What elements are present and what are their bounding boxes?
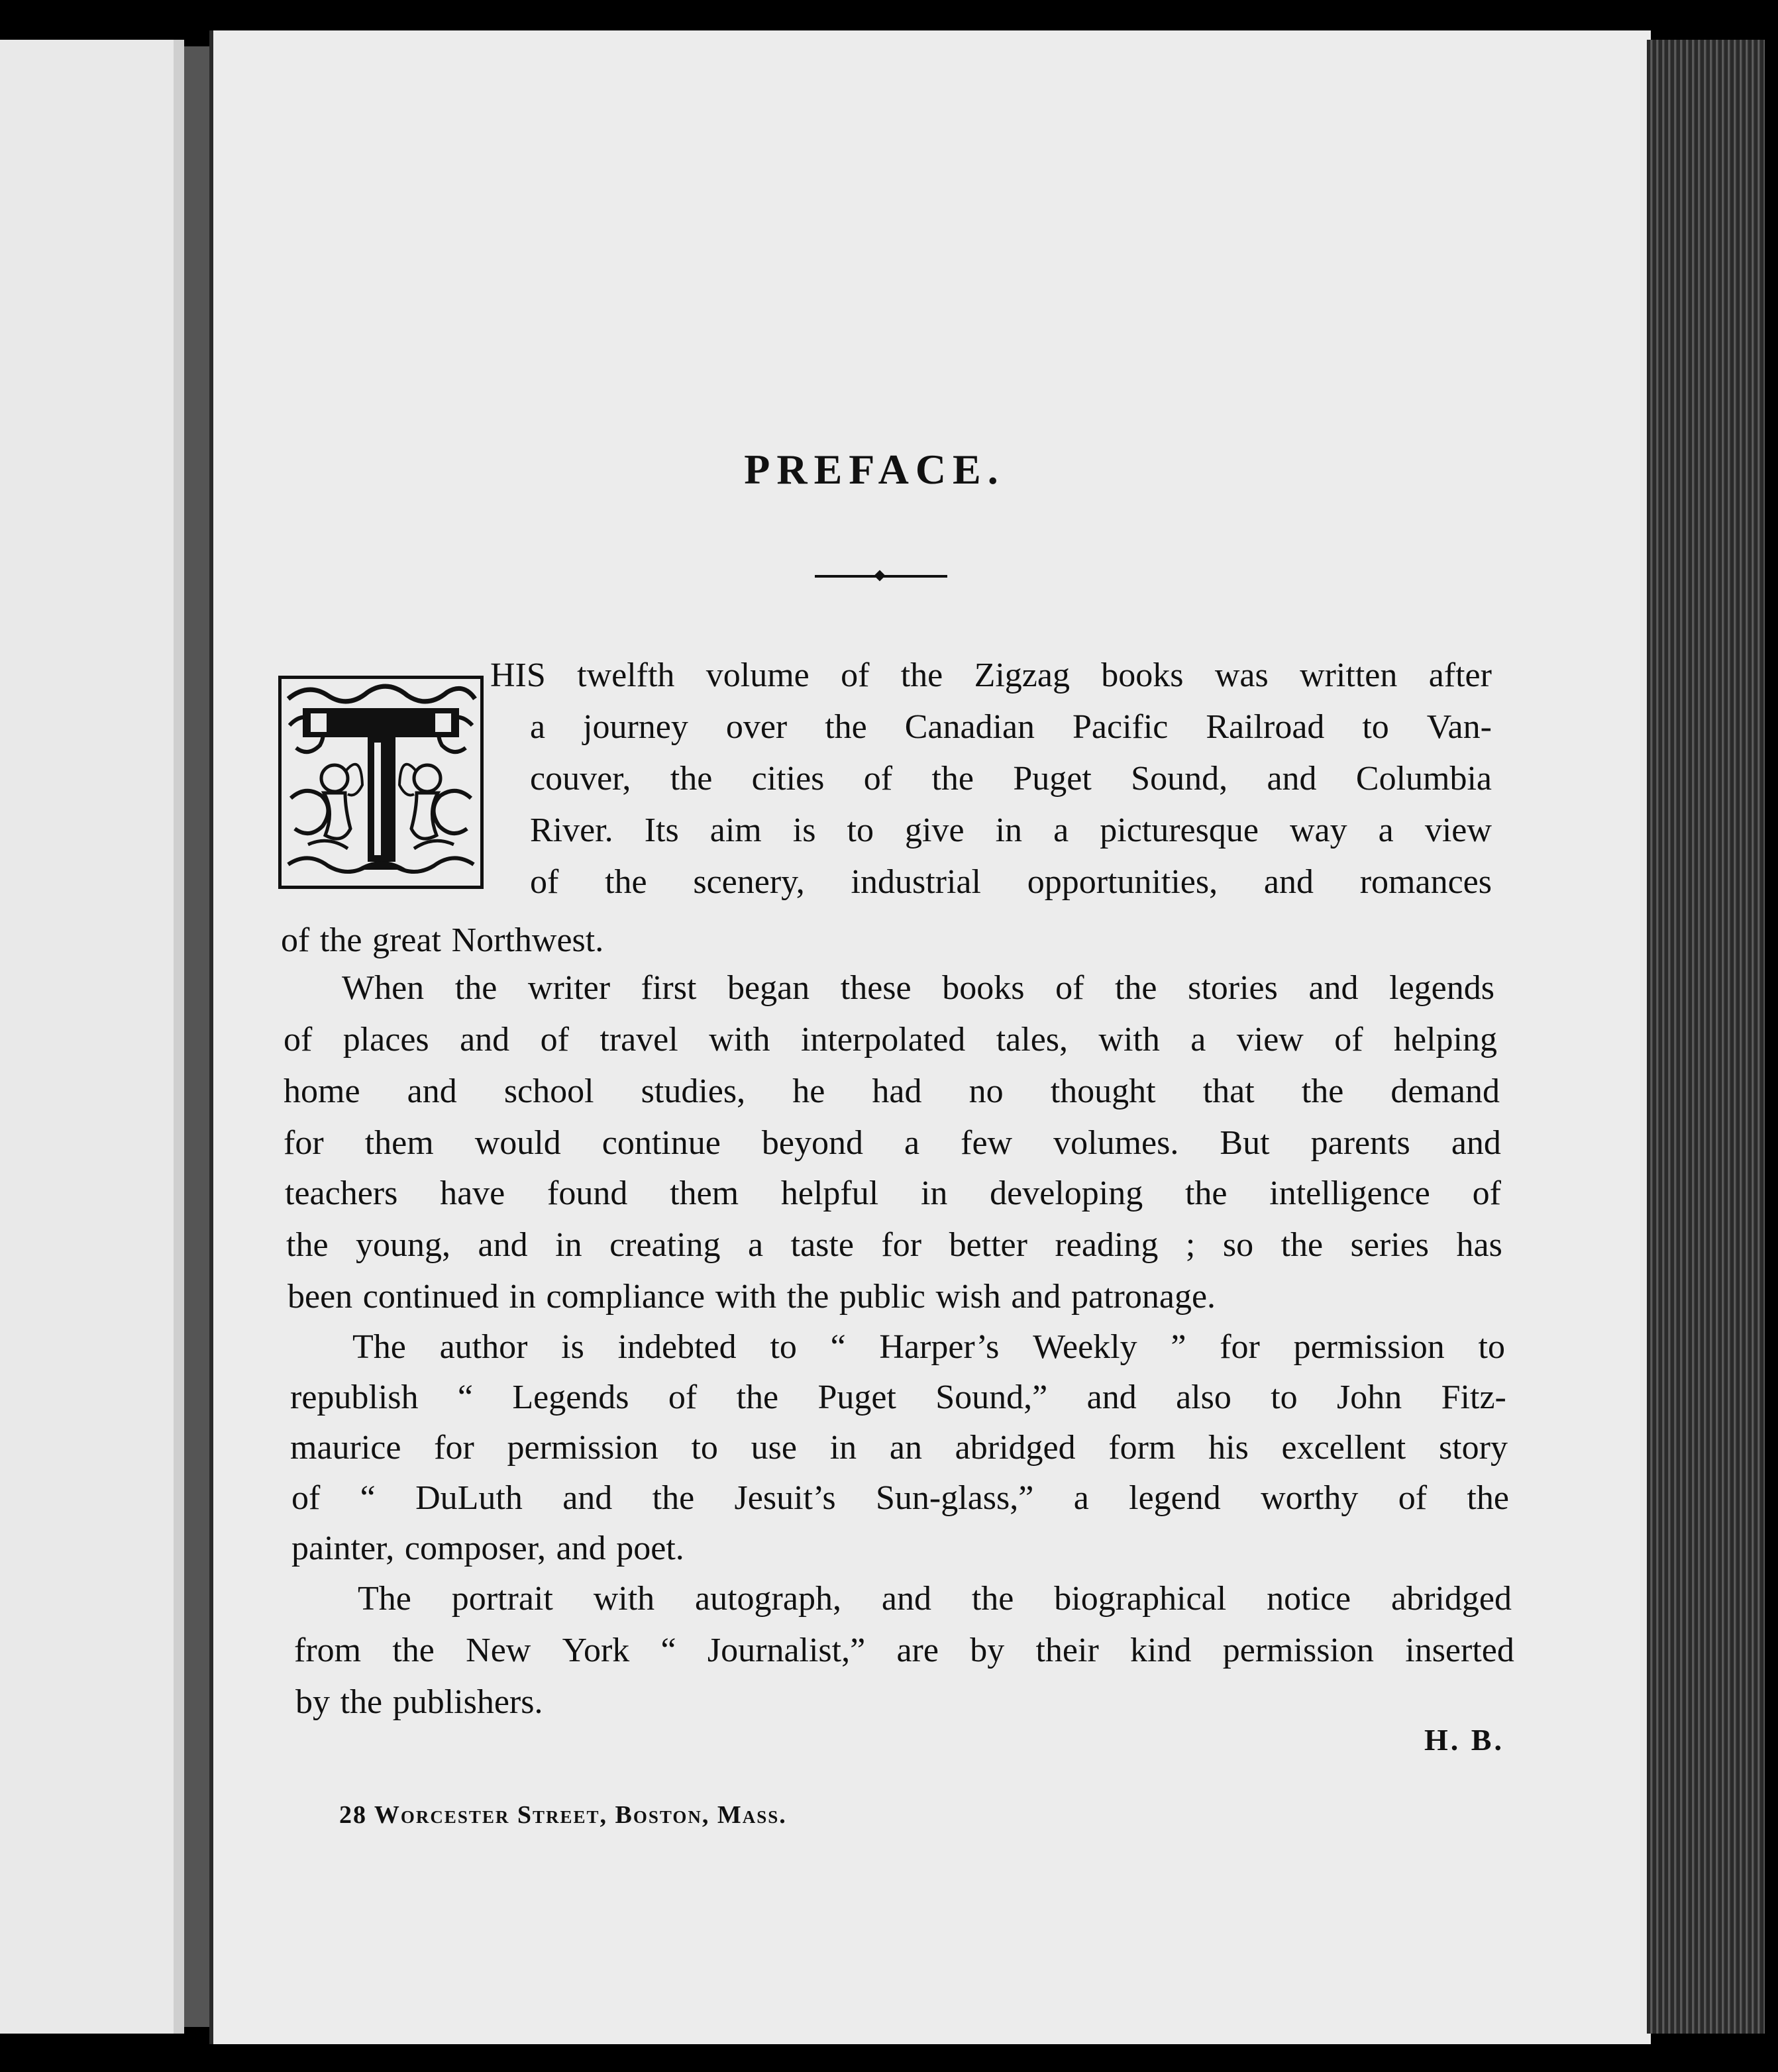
text-word: volumes. bbox=[1053, 1124, 1179, 1162]
text-word: Harper’s bbox=[879, 1328, 1000, 1366]
text-word: with bbox=[709, 1021, 770, 1059]
text-word: a bbox=[1378, 811, 1394, 849]
text-word: are bbox=[896, 1632, 939, 1669]
text-line bbox=[294, 1631, 1514, 1671]
text-word: the bbox=[605, 863, 647, 901]
text-line bbox=[352, 1327, 1505, 1367]
text-word: to bbox=[770, 1328, 797, 1366]
text-word: Journalist,” bbox=[707, 1632, 866, 1669]
text-word: writer bbox=[527, 969, 611, 1007]
text-word: kind bbox=[1130, 1632, 1192, 1669]
text-line bbox=[284, 1123, 1501, 1163]
text-word: to bbox=[1478, 1328, 1505, 1366]
text-word: written bbox=[1300, 656, 1398, 694]
text-word: after bbox=[1428, 656, 1492, 694]
text-word: and bbox=[1011, 1278, 1061, 1316]
text-word: so bbox=[1222, 1226, 1254, 1264]
text-word: scenery, bbox=[693, 863, 805, 901]
text-word: and bbox=[881, 1580, 931, 1618]
text-word: series bbox=[1350, 1226, 1430, 1264]
text-word: form bbox=[1108, 1429, 1176, 1467]
text-line bbox=[288, 1277, 1504, 1317]
text-word: public bbox=[839, 1278, 925, 1316]
text-word: the bbox=[736, 1378, 779, 1416]
text-line bbox=[290, 1378, 1506, 1418]
text-word: ; bbox=[1185, 1226, 1196, 1264]
text-word: have bbox=[440, 1174, 505, 1212]
text-word: wish bbox=[935, 1278, 1001, 1316]
text-word: New bbox=[466, 1632, 531, 1669]
text-word: parents bbox=[1310, 1124, 1410, 1162]
text-word: was bbox=[1214, 656, 1269, 694]
text-word: legends bbox=[1389, 969, 1494, 1007]
text-word: the bbox=[1184, 1174, 1228, 1212]
text-word: to bbox=[691, 1429, 718, 1467]
text-word: by bbox=[970, 1632, 1005, 1669]
text-line bbox=[358, 1579, 1512, 1619]
author-signature: H. B. bbox=[1424, 1723, 1504, 1757]
text-word: and bbox=[478, 1226, 528, 1264]
text-word: Weekly bbox=[1033, 1328, 1137, 1366]
text-word: in bbox=[509, 1278, 536, 1316]
text-word: for bbox=[1220, 1328, 1260, 1366]
text-line bbox=[290, 1428, 1508, 1468]
text-word: to bbox=[847, 811, 874, 849]
text-word: When bbox=[342, 969, 425, 1007]
text-word: the bbox=[652, 1479, 695, 1517]
text-word: biographical bbox=[1054, 1580, 1227, 1618]
text-word: he bbox=[792, 1072, 825, 1110]
text-word: of bbox=[1398, 1479, 1428, 1517]
text-word: great bbox=[372, 921, 441, 959]
text-word: in bbox=[829, 1429, 857, 1467]
text-word: and bbox=[1267, 760, 1317, 798]
text-word: autograph, bbox=[695, 1580, 841, 1618]
text-word: the bbox=[786, 1278, 829, 1316]
text-word: the bbox=[454, 969, 497, 1007]
text-word: better bbox=[949, 1226, 1027, 1264]
text-line bbox=[342, 968, 1494, 1008]
text-word: taste bbox=[790, 1226, 854, 1264]
text-word: portrait bbox=[451, 1580, 553, 1618]
text-word: and bbox=[556, 1529, 606, 1567]
text-word: the bbox=[1301, 1072, 1344, 1110]
text-word: helpful bbox=[780, 1174, 879, 1212]
text-word: for bbox=[881, 1226, 922, 1264]
text-word: Canadian bbox=[904, 708, 1035, 746]
text-word: these bbox=[840, 969, 912, 1007]
text-word: the bbox=[825, 708, 867, 746]
text-word: volume bbox=[706, 656, 810, 694]
text-word: Jesuit’s bbox=[734, 1479, 836, 1517]
text-word: first bbox=[641, 969, 697, 1007]
text-word: with bbox=[1098, 1021, 1160, 1059]
text-word: “ bbox=[830, 1328, 846, 1366]
text-word: use bbox=[751, 1429, 797, 1467]
text-word: poet. bbox=[616, 1529, 684, 1567]
text-word: demand bbox=[1390, 1072, 1500, 1110]
text-word: them bbox=[670, 1174, 739, 1212]
text-word: with bbox=[715, 1278, 777, 1316]
text-word: view bbox=[1424, 811, 1492, 849]
text-word: reading bbox=[1055, 1226, 1159, 1264]
text-word: by bbox=[295, 1683, 330, 1721]
text-word: of bbox=[1334, 1021, 1363, 1059]
text-word: story bbox=[1438, 1429, 1508, 1467]
text-word: of bbox=[281, 921, 310, 959]
text-line bbox=[530, 759, 1492, 799]
text-word: interpolated bbox=[800, 1021, 966, 1059]
text-word: The bbox=[352, 1328, 406, 1366]
text-word: also bbox=[1176, 1378, 1231, 1416]
text-word: inserted bbox=[1405, 1632, 1514, 1669]
text-word: creating bbox=[609, 1226, 721, 1264]
text-word: their bbox=[1035, 1632, 1099, 1669]
text-word: of bbox=[530, 863, 559, 901]
text-word: maurice bbox=[290, 1429, 401, 1467]
text-word: is bbox=[792, 811, 816, 849]
text-word: places bbox=[342, 1021, 429, 1059]
text-word: give bbox=[905, 811, 965, 849]
text-word: “ bbox=[360, 1479, 376, 1517]
text-word: Sound, bbox=[1131, 760, 1228, 798]
text-word: ” bbox=[1171, 1328, 1186, 1366]
text-word: republish bbox=[290, 1378, 419, 1416]
text-word: of bbox=[540, 1021, 569, 1059]
text-word: travel bbox=[600, 1021, 678, 1059]
text-word: is bbox=[561, 1328, 584, 1366]
text-word: and bbox=[407, 1072, 457, 1110]
text-word: Van- bbox=[1426, 708, 1492, 746]
text-word: in bbox=[920, 1174, 948, 1212]
text-word: found bbox=[547, 1174, 628, 1212]
text-word: the bbox=[931, 760, 974, 798]
text-word: and bbox=[562, 1479, 613, 1517]
text-word: the bbox=[286, 1226, 329, 1264]
text-word: of bbox=[1472, 1174, 1501, 1212]
text-line bbox=[284, 1072, 1500, 1112]
text-word: River. bbox=[530, 811, 613, 849]
text-word: young, bbox=[356, 1226, 451, 1264]
text-word: HIS bbox=[490, 656, 546, 694]
text-word: developing bbox=[990, 1174, 1143, 1212]
text-line bbox=[295, 1683, 1514, 1722]
text-word: York bbox=[562, 1632, 630, 1669]
text-word: from bbox=[294, 1632, 362, 1669]
text-word: of bbox=[863, 760, 893, 798]
text-word: notice bbox=[1267, 1580, 1351, 1618]
text-word: that bbox=[1202, 1072, 1255, 1110]
text-word: and bbox=[1086, 1378, 1137, 1416]
text-line bbox=[530, 707, 1492, 747]
text-word: of bbox=[291, 1479, 321, 1517]
text-word: the bbox=[340, 1683, 383, 1721]
text-word: excellent bbox=[1281, 1429, 1406, 1467]
text-line bbox=[530, 862, 1492, 902]
text-word: had bbox=[872, 1072, 922, 1110]
text-word: and bbox=[1263, 863, 1314, 901]
text-word: Railroad bbox=[1206, 708, 1325, 746]
text-line bbox=[490, 656, 1492, 696]
text-word: would bbox=[474, 1124, 561, 1162]
text-word: books bbox=[1101, 656, 1184, 694]
text-word: has bbox=[1456, 1226, 1502, 1264]
text-line bbox=[281, 921, 1492, 960]
text-word: twelfth bbox=[577, 656, 675, 694]
text-word: John bbox=[1337, 1378, 1402, 1416]
text-word: permission bbox=[1293, 1328, 1445, 1366]
text-word: opportunities, bbox=[1027, 863, 1218, 901]
text-word: couver, bbox=[530, 760, 631, 798]
text-line bbox=[291, 1478, 1509, 1518]
text-word: with bbox=[593, 1580, 655, 1618]
text-word: patronage. bbox=[1071, 1278, 1216, 1316]
text-word: the bbox=[900, 656, 943, 694]
text-line bbox=[291, 1529, 1509, 1569]
text-word: The bbox=[358, 1580, 411, 1618]
text-word: thought bbox=[1050, 1072, 1156, 1110]
text-line bbox=[284, 1020, 1497, 1060]
text-word: Pacific bbox=[1072, 708, 1169, 746]
text-word: “ bbox=[457, 1378, 473, 1416]
text-word: author bbox=[439, 1328, 528, 1366]
text-word: the bbox=[1114, 969, 1157, 1007]
text-word: industrial bbox=[851, 863, 981, 901]
text-word: to bbox=[1362, 708, 1389, 746]
text-word: the bbox=[319, 921, 362, 959]
text-word: the bbox=[971, 1580, 1014, 1618]
text-word: been bbox=[288, 1278, 353, 1316]
text-word: and bbox=[1451, 1124, 1501, 1162]
text-word: school bbox=[503, 1072, 594, 1110]
text-word: stories bbox=[1188, 969, 1278, 1007]
text-word: publishers. bbox=[392, 1683, 543, 1721]
text-word: abridged bbox=[955, 1429, 1076, 1467]
text-word: in bbox=[555, 1226, 582, 1264]
text-word: his bbox=[1208, 1429, 1249, 1467]
text-word: Legends bbox=[512, 1378, 629, 1416]
text-word: legend bbox=[1129, 1479, 1221, 1517]
text-word: and bbox=[460, 1021, 510, 1059]
text-word: over bbox=[725, 708, 788, 746]
text-word: a bbox=[904, 1124, 920, 1162]
text-word: Zigzag bbox=[974, 656, 1070, 694]
author-address: 28 Worcester Street, Boston, Mass. bbox=[339, 1801, 787, 1829]
text-line bbox=[530, 811, 1492, 851]
text-word: to bbox=[1271, 1378, 1298, 1416]
text-word: continued bbox=[362, 1278, 499, 1316]
text-word: way bbox=[1289, 811, 1347, 849]
text-word: home bbox=[284, 1072, 360, 1110]
text-word: a bbox=[1073, 1479, 1089, 1517]
text-word: Puget bbox=[1013, 760, 1092, 798]
text-word: tales, bbox=[996, 1021, 1069, 1059]
text-word: in bbox=[995, 811, 1023, 849]
text-word: indebted bbox=[617, 1328, 737, 1366]
text-word: continue bbox=[601, 1124, 721, 1162]
text-word: of bbox=[668, 1378, 698, 1416]
page-title: PREFACE. bbox=[744, 446, 1005, 493]
text-word: aim bbox=[709, 811, 762, 849]
text-word: intelligence bbox=[1269, 1174, 1430, 1212]
text-word: helping bbox=[1394, 1021, 1497, 1059]
text-word: Northwest. bbox=[451, 921, 604, 959]
text-word: began bbox=[727, 969, 810, 1007]
text-word: Sun-glass,” bbox=[876, 1479, 1034, 1517]
text-word: permission bbox=[1222, 1632, 1374, 1669]
text-word: Fitz- bbox=[1441, 1378, 1506, 1416]
text-word: the bbox=[392, 1632, 435, 1669]
text-word: romances bbox=[1359, 863, 1492, 901]
text-word: Puget bbox=[817, 1378, 896, 1416]
text-word: worthy bbox=[1261, 1479, 1359, 1517]
text-word: and bbox=[1308, 969, 1359, 1007]
text-word: no bbox=[968, 1072, 1004, 1110]
text-word: a bbox=[1190, 1021, 1206, 1059]
text-word: cities bbox=[751, 760, 825, 798]
text-word: the bbox=[670, 760, 713, 798]
text-word: a bbox=[1053, 811, 1069, 849]
text-word: journey bbox=[583, 708, 688, 746]
text-word: a bbox=[530, 708, 546, 746]
text-word: of bbox=[284, 1021, 313, 1059]
text-word: books bbox=[942, 969, 1025, 1007]
text-word: the bbox=[1467, 1479, 1509, 1517]
text-word: the bbox=[1281, 1226, 1324, 1264]
text-word: Sound,” bbox=[935, 1378, 1048, 1416]
text-word: composer, bbox=[404, 1529, 546, 1567]
text-word: But bbox=[1220, 1124, 1270, 1162]
text-word: painter, bbox=[291, 1529, 395, 1567]
text-word: view bbox=[1236, 1021, 1304, 1059]
text-word: few bbox=[961, 1124, 1013, 1162]
text-word: Its bbox=[644, 811, 679, 849]
text-line bbox=[286, 1225, 1502, 1265]
text-word: compliance bbox=[546, 1278, 706, 1316]
text-word: a bbox=[748, 1226, 764, 1264]
text-line bbox=[285, 1174, 1501, 1214]
text-word: permission bbox=[507, 1429, 658, 1467]
text-word: for bbox=[284, 1124, 324, 1162]
text-word: “ bbox=[660, 1632, 676, 1669]
text-word: an bbox=[889, 1429, 922, 1467]
text-word: picturesque bbox=[1100, 811, 1259, 849]
text-word: teachers bbox=[285, 1174, 398, 1212]
text-word: abridged bbox=[1391, 1580, 1512, 1618]
text-word: studies, bbox=[641, 1072, 746, 1110]
text-word: them bbox=[364, 1124, 434, 1162]
text-word: for bbox=[434, 1429, 474, 1467]
text-word: beyond bbox=[761, 1124, 863, 1162]
text-word: DuLuth bbox=[415, 1479, 523, 1517]
text-word: Columbia bbox=[1355, 760, 1492, 798]
text-word: of bbox=[1055, 969, 1084, 1007]
text-word: of bbox=[841, 656, 870, 694]
